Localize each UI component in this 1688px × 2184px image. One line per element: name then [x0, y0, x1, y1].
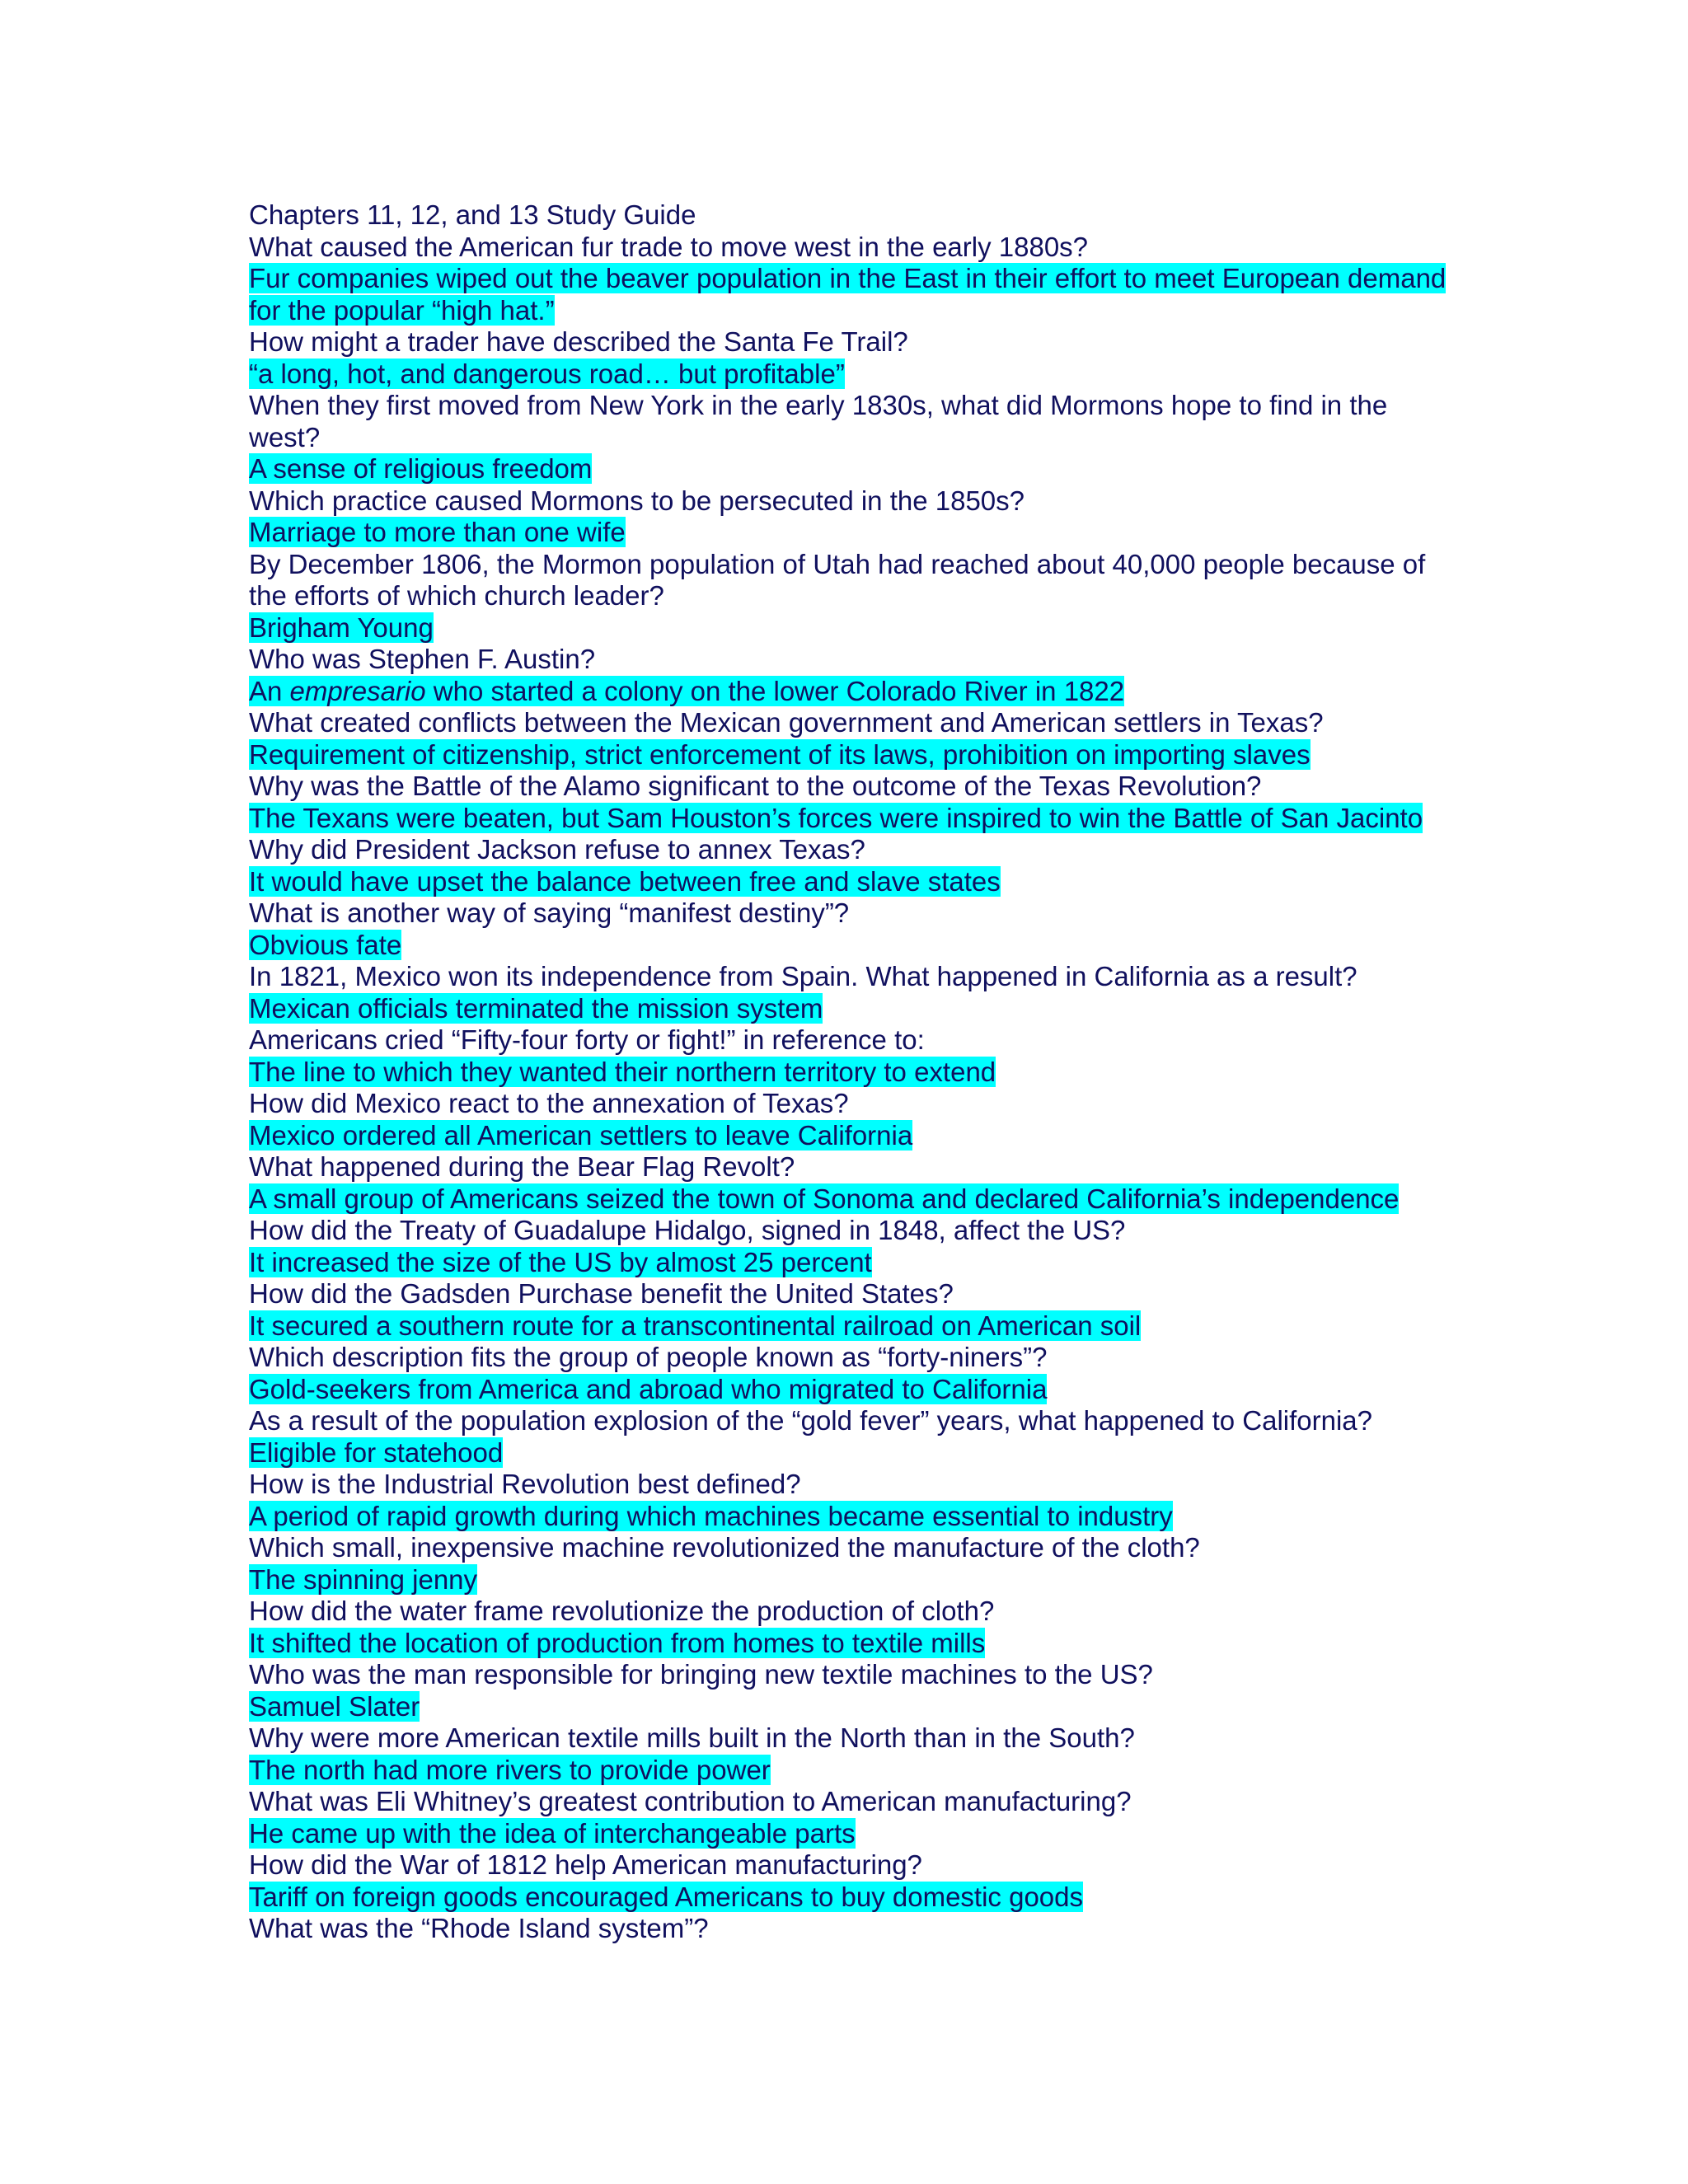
answer-line	[249, 1374, 1461, 1406]
answer-prefix: An	[249, 675, 283, 706]
answer-text: Mexico ordered all American settlers to leave California	[249, 1119, 913, 1151]
answer-line	[249, 1501, 1461, 1533]
answer-text: Requirement of citizenship, strict enforcement of its laws, prohibition on importing slaves	[249, 738, 1311, 770]
answer-line	[249, 1628, 1461, 1660]
question-text: Why were more American textile mills built in the North than in the South?	[249, 1722, 1135, 1753]
answer-line	[249, 1247, 1461, 1279]
answer-line	[249, 1691, 1461, 1723]
question-text: By December 1806, the Mormon population of Utah had reached about 40,000 people because of the efforts of which church leader?	[249, 548, 1426, 611]
answer-text: The north had more rivers to provide power	[249, 1754, 771, 1785]
answer-text: Marriage to more than one wife	[249, 517, 626, 547]
question-text: How is the Industrial Revolution best defined?	[249, 1469, 801, 1499]
answer-line	[249, 1755, 1461, 1787]
answer-line	[249, 1310, 1461, 1343]
answer-text: “a long, hot, and dangerous road… but profitable”	[249, 358, 845, 389]
page-title: Chapters 11, 12, and 13 Study Guide	[249, 199, 696, 230]
answer-line	[249, 1437, 1461, 1469]
answer-text: It secured a southern route for a transcontinental railroad on American soil	[249, 1310, 1142, 1341]
answer-text: The spinning jenny	[249, 1563, 478, 1595]
question-text: How might a trader have described the Santa Fe Trail?	[249, 326, 908, 357]
answer-line	[249, 803, 1461, 835]
question-text: Which small, inexpensive machine revolutionized the manufacture of the cloth?	[249, 1532, 1200, 1563]
answer-text: A small group of Americans seized the town of Sonoma and declared California’s independence	[249, 1183, 1400, 1214]
question-text: How did the War of 1812 help American manufacturing?	[249, 1849, 922, 1880]
answer-line	[249, 453, 1461, 485]
question-text: In 1821, Mexico won its independence from Spain. What happened in California as a result?	[249, 961, 1357, 991]
answer-italic-term: empresario	[289, 675, 426, 706]
question-text: How did Mexico react to the annexation of Texas?	[249, 1088, 849, 1118]
answer-text	[249, 676, 1124, 706]
answer-line	[249, 612, 1461, 644]
answer-text: Eligible for statehood	[249, 1436, 504, 1468]
question-text: How did the Gadsden Purchase benefit the United States?	[249, 1278, 954, 1309]
answer-text: Tariff on foreign goods encouraged Americans to buy domestic goods	[249, 1881, 1084, 1912]
question-text: Americans cried “Fifty-four forty or fight!” in reference to:	[249, 1024, 925, 1055]
question-text: How did the water frame revolutionize the production of cloth?	[249, 1596, 995, 1626]
answer-text: Gold-seekers from America and abroad who migrated to California	[249, 1373, 1048, 1404]
answer-text: It shifted the location of production from homes to textile mills	[249, 1627, 986, 1658]
question-text: As a result of the population explosion of the “gold fever” years, what happened to California?	[249, 1405, 1373, 1436]
question-text: Why was the Battle of the Alamo significant to the outcome of the Texas Revolution?	[249, 771, 1262, 801]
answer-line	[249, 359, 1461, 391]
answer-line	[249, 739, 1461, 771]
answer-line	[249, 1882, 1461, 1914]
question-text: Who was Stephen F. Austin?	[249, 644, 596, 674]
answer-text: It increased the size of the US by almost 25 percent	[249, 1246, 872, 1277]
question-text: What created conflicts between the Mexican government and American settlers in Texas?	[249, 707, 1324, 738]
answer-text: Brigham Young	[249, 612, 434, 643]
answer-text: Samuel Slater	[249, 1690, 420, 1722]
question-text: What was Eli Whitney’s greatest contribution to American manufacturing?	[249, 1786, 1132, 1816]
answer-text: Mexican officials terminated the mission system	[249, 992, 823, 1024]
answer-line	[249, 517, 1461, 549]
answer-text: Obvious fate	[249, 929, 402, 960]
answer-line	[249, 1120, 1461, 1152]
question-text: What caused the American fur trade to move west in the early 1880s?	[249, 231, 1089, 262]
answer-line	[249, 1564, 1461, 1596]
question-text: What was the “Rhode Island system”?	[249, 1913, 709, 1943]
question-text: Why did President Jackson refuse to annex Texas?	[249, 834, 865, 865]
answer-text: He came up with the idea of interchangeable parts	[249, 1817, 856, 1849]
question-text: What happened during the Bear Flag Revolt?	[249, 1151, 795, 1182]
answer-line	[249, 1057, 1461, 1089]
question-text: When they first moved from New York in the early 1830s, what did Mormons hope to find in the west?	[249, 390, 1388, 452]
answer-text: The Texans were beaten, but Sam Houston’s forces were inspired to win the Battle of San Jacinto	[249, 802, 1423, 833]
question-text: How did the Treaty of Guadalupe Hidalgo, signed in 1848, affect the US?	[249, 1215, 1126, 1245]
question-text: What is another way of saying “manifest destiny”?	[249, 898, 850, 928]
answer-text: Fur companies wiped out the beaver population in the East in their effort to meet European demand for the popular “high hat.”	[249, 263, 1447, 326]
answer-line	[249, 1818, 1461, 1850]
answer-text: The line to which they wanted their northern territory to extend	[249, 1056, 996, 1087]
answer-line	[249, 866, 1461, 898]
answer-suffix: who started a colony on the lower Colorado River in 1822	[433, 675, 1125, 706]
study-guide-content	[249, 199, 1461, 1945]
question-text: Who was the man responsible for bringing new textile machines to the US?	[249, 1659, 1153, 1690]
answer-text: It would have upset the balance between free and slave states	[249, 865, 1001, 897]
answer-text: A sense of religious freedom	[249, 453, 593, 484]
question-text: Which description fits the group of people known as “forty-niners”?	[249, 1342, 1048, 1372]
answer-line	[249, 1183, 1461, 1216]
question-text: Which practice caused Mormons to be persecuted in the 1850s?	[249, 485, 1025, 516]
answer-line	[249, 263, 1461, 326]
answer-line	[249, 676, 1461, 708]
answer-line	[249, 930, 1461, 962]
answer-line	[249, 993, 1461, 1025]
answer-text: A period of rapid growth during which machines became essential to industry	[249, 1500, 1173, 1531]
